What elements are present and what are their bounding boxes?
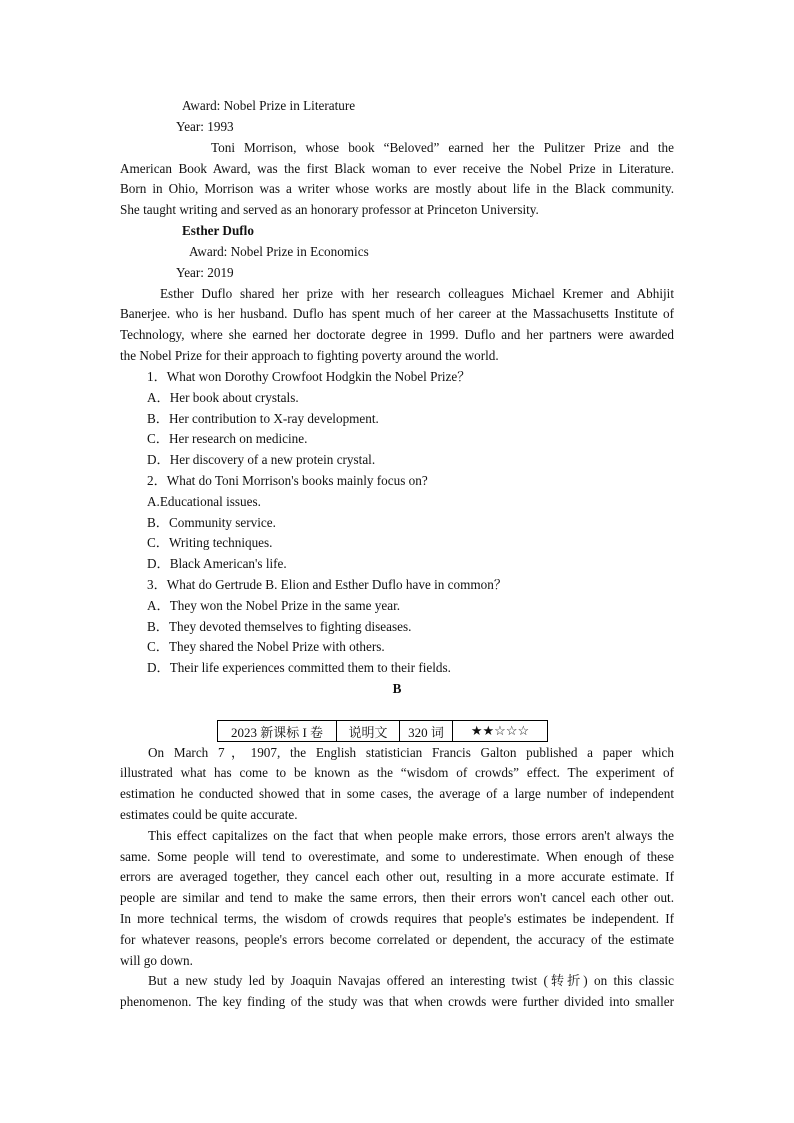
passage-line: illustrated what has come to be known as the “wisdom of crowds” effect. The experiment of xyxy=(120,765,674,780)
question-stem: 2．What do Toni Morrison's books mainly focus on? xyxy=(147,473,428,488)
passage-line: In more technical terms, the wisdom of crowds requires that people's estimates be independent. If xyxy=(120,911,674,926)
passage-line: estimates could be quite accurate. xyxy=(120,807,298,822)
passage-line: But a new study led by Joaquin Navajas offered an interesting twist (转折) on this classic xyxy=(148,973,674,988)
answer-option: A.Educational issues. xyxy=(147,494,261,509)
passage-line: people are similar and tend to make the same errors, then their errors won't cancel each other out. xyxy=(120,890,674,905)
passage-info-table xyxy=(217,720,548,742)
answer-option: D．Her discovery of a new protein crystal. xyxy=(147,452,376,467)
duflo-year: Year: 2019 xyxy=(176,265,234,280)
duflo-bio-line: Technology, where she earned her doctorate degree in 1999. Duflo and her partners were awarded xyxy=(120,327,674,342)
answer-option: D．Black American's life. xyxy=(147,556,287,571)
passage-word-count: 320 词 xyxy=(400,721,453,742)
passage-info-row xyxy=(218,721,548,742)
morrison-year: Year: 1993 xyxy=(176,119,234,134)
passage-line: for whatever reasons, people's errors become correlated or dependent, the accuracy of the estimate xyxy=(120,932,674,947)
question-stem: 3．What do Gertrude B. Elion and Esther Duflo have in common？ xyxy=(147,577,508,592)
answer-option: A．They won the Nobel Prize in the same year. xyxy=(147,598,401,613)
question-stem: 1．What won Dorothy Crowfoot Hodgkin the Nobel Prize？ xyxy=(147,369,471,384)
passage-line: errors are averaged together, they cancel each other out, resulting in a more accurate estimate. If xyxy=(120,869,674,884)
morrison-bio-line: She taught writing and served as an honorary professor at Princeton University. xyxy=(120,202,539,217)
morrison-bio-line: Born in Ohio, Morrison was a writer whose works are mostly about life in the Black community. xyxy=(120,181,674,196)
answer-option: B．They devoted themselves to fighting diseases. xyxy=(147,619,412,634)
passage-genre: 说明文 xyxy=(337,721,400,742)
section-heading: B xyxy=(392,681,402,696)
passage-difficulty-stars: ★★☆☆☆ xyxy=(453,721,548,742)
passage-line: This effect capitalizes on the fact that when people make errors, those errors aren't always the xyxy=(148,828,674,843)
passage-line: estimation he conducted showed that in some cases, the average of a large number of independent xyxy=(120,786,674,801)
passage-line: will go down. xyxy=(120,953,193,968)
passage-source: 2023 新课标 I 卷 xyxy=(218,721,337,742)
morrison-bio-line: Toni Morrison, whose book “Beloved” earned her the Pulitzer Prize and the xyxy=(211,140,674,155)
duflo-name: Esther Duflo xyxy=(182,223,254,238)
passage-line: phenomenon. The key finding of the study was that when crowds were further divided into smaller xyxy=(120,994,674,1009)
answer-option: C．They shared the Nobel Prize with others. xyxy=(147,639,385,654)
answer-option: A．Her book about crystals. xyxy=(147,390,299,405)
passage-line: On March 7，1907, the English statistician Francis Galton published a paper which xyxy=(148,745,674,760)
duflo-bio-line: the Nobel Prize for their approach to fighting poverty around the world. xyxy=(120,348,499,363)
answer-option: B．Her contribution to X-ray development. xyxy=(147,411,379,426)
answer-option: C．Writing techniques. xyxy=(147,535,273,550)
answer-option: B．Community service. xyxy=(147,515,276,530)
morrison-award: Award: Nobel Prize in Literature xyxy=(182,98,356,113)
duflo-bio-line: Banerjee. who is her husband. Duflo has spent much of her career at the Massachusetts Institute of xyxy=(120,306,674,321)
morrison-bio-line: American Book Award, was the first Black woman to ever receive the Nobel Prize in Literature. xyxy=(120,161,674,176)
duflo-award: Award: Nobel Prize in Economics xyxy=(189,244,369,259)
duflo-bio-line: Esther Duflo shared her prize with her research colleagues Michael Kremer and Abhijit xyxy=(160,286,674,301)
passage-line: same. Some people will tend to overestimate, and some to underestimate. When enough of these xyxy=(120,849,674,864)
answer-option: D．Their life experiences committed them to their fields. xyxy=(147,660,451,675)
answer-option: C．Her research on medicine. xyxy=(147,431,308,446)
